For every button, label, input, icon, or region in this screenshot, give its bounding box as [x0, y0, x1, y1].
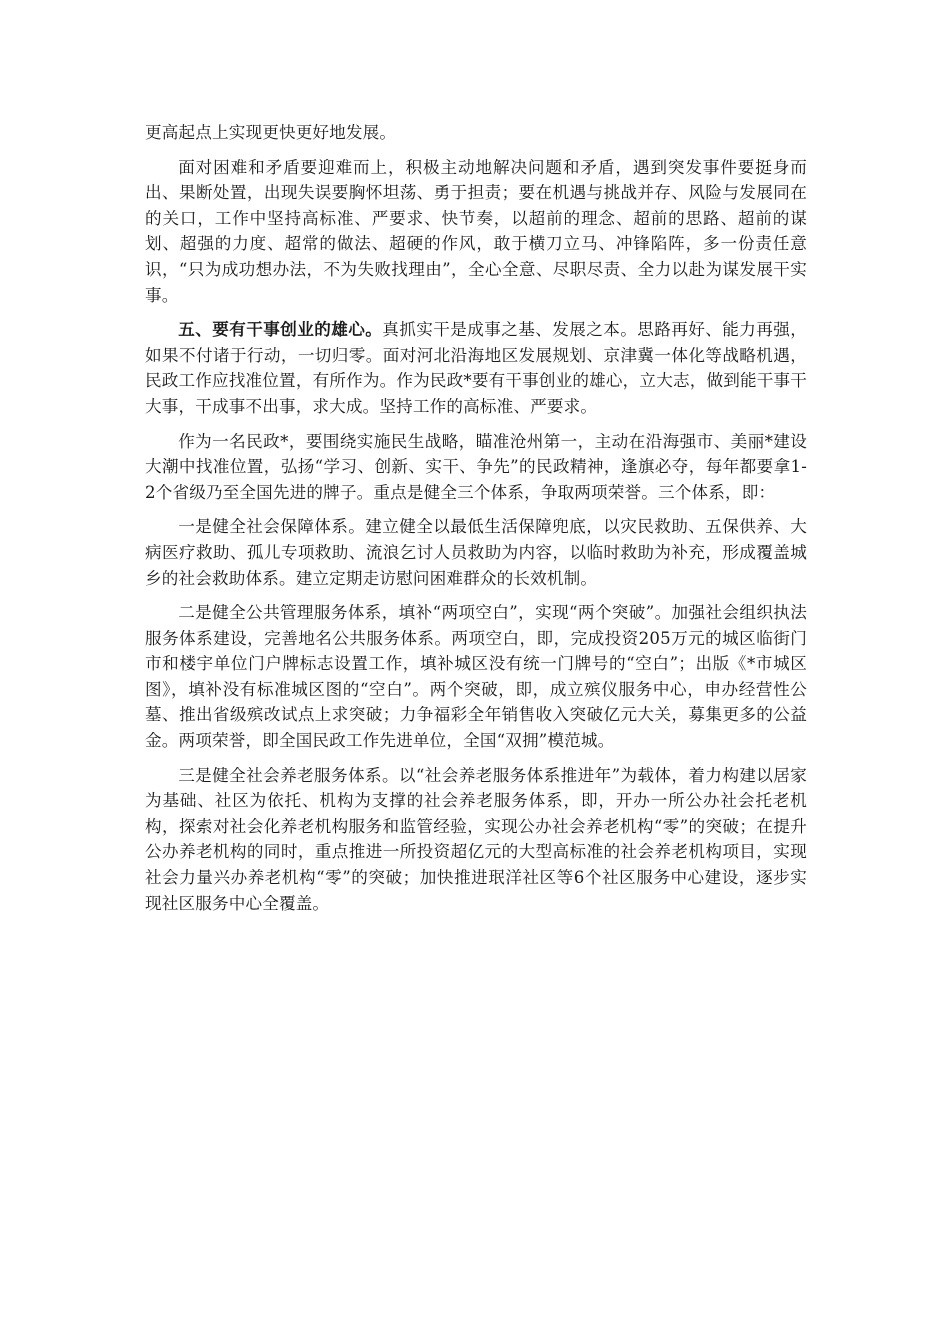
paragraph-5-text: 一是健全社会保障体系。建立健全以最低生活保障兜底，以灾民救助、五保供养、大病医疗救助、孤儿专项救助、流浪乞讨人员救助为内容，以临时救助为补充，形成覆盖城乡的社会救助体系。建立定期走访慰问困难群众的长效机制。 [145, 517, 807, 588]
paragraph-1 [145, 120, 807, 146]
section-five-heading: 五、要有干事创业的雄心。 [178, 319, 383, 340]
section-five-paragraph [145, 317, 807, 419]
document-page [145, 120, 807, 925]
paragraph-2-text: 面对困难和矛盾要迎难而上，积极主动地解决问题和矛盾，遇到突发事件要挺身而出、果断处置，出现失误要胸怀坦荡、勇于担责；要在机遇与挑战并存、风险与发展同在的关口，工作中坚持高标准、严要求、快节奏，以超前的理念、超前的思路、超前的谋划、超强的力度、超常的做法、超硬的作风，敢于横刀立马、冲锋陷阵，多一份责任意识，“只为成功想办法，不为失败找理由”，全心全意、尽职尽责、全力以赴为谋发展干实事。 [145, 157, 807, 305]
paragraph-6 [145, 600, 807, 754]
section-five-text: 真抓实干是成事之基、发展之本。思路再好、能力再强，如果不付诸于行动，一切归零。面对河北沿海地区发展规划、京津冀一体化等战略机遇，民政工作应找准位置，有所作为。作为民政*要有干事创业的雄心，立大志，做到能干事干大事，干成事不出事，求大成。坚持工作的高标准、严要求。 [145, 320, 807, 416]
paragraph-4-text: 作为一名民政*，要围绕实施民生战略，瞄准沧州第一，主动在沿海强市、美丽*建设大潮中找准位置，弘扬“学习、创新、实干、争先”的民政精神，逢旗必夺，每年都要拿1-2个省级乃至全国先进的牌子。重点是健全三个体系，争取两项荣誉。三个体系，即： [145, 431, 807, 502]
paragraph-5 [145, 514, 807, 591]
paragraph-7-text: 三是健全社会养老服务体系。以“社会养老服务体系推进年”为载体，着力构建以居家为基础、社区为依托、机构为支撑的社会养老服务体系，即，开办一所公办社会托老机构，探索对社会化养老机构服务和监管经验，实现公办社会养老机构“零”的突破；在提升公办养老机构的同时，重点推进一所投资超亿元的大型高标准的社会养老机构项目，实现社会力量兴办养老机构“零”的突破；加快推进珉洋社区等6个社区服务中心建设，逐步实现社区服务中心全覆盖。 [145, 765, 807, 913]
paragraph-2 [145, 155, 807, 309]
paragraph-6-text: 二是健全公共管理服务体系，填补“两项空白”，实现“两个突破”。加强社会组织执法服务体系建设，完善地名公共服务体系。两项空白，即，完成投资205万元的城区临街门市和楼宇单位门户牌标志设置工作，填补城区没有统一门牌号的“空白”；出版《*市城区图》，填补没有标准城区图的“空白”。两个突破，即，成立殡仪服务中心，申办经营性公墓、推出省级殡改试点上求突破；力争福彩全年销售收入突破亿元大关，募集更多的公益金。两项荣誉，即全国民政工作先进单位，全国“双拥”模范城。 [145, 603, 807, 751]
paragraph-7 [145, 763, 807, 917]
paragraph-1-text: 更高起点上实现更快更好地发展。 [145, 123, 397, 142]
paragraph-4 [145, 429, 807, 506]
